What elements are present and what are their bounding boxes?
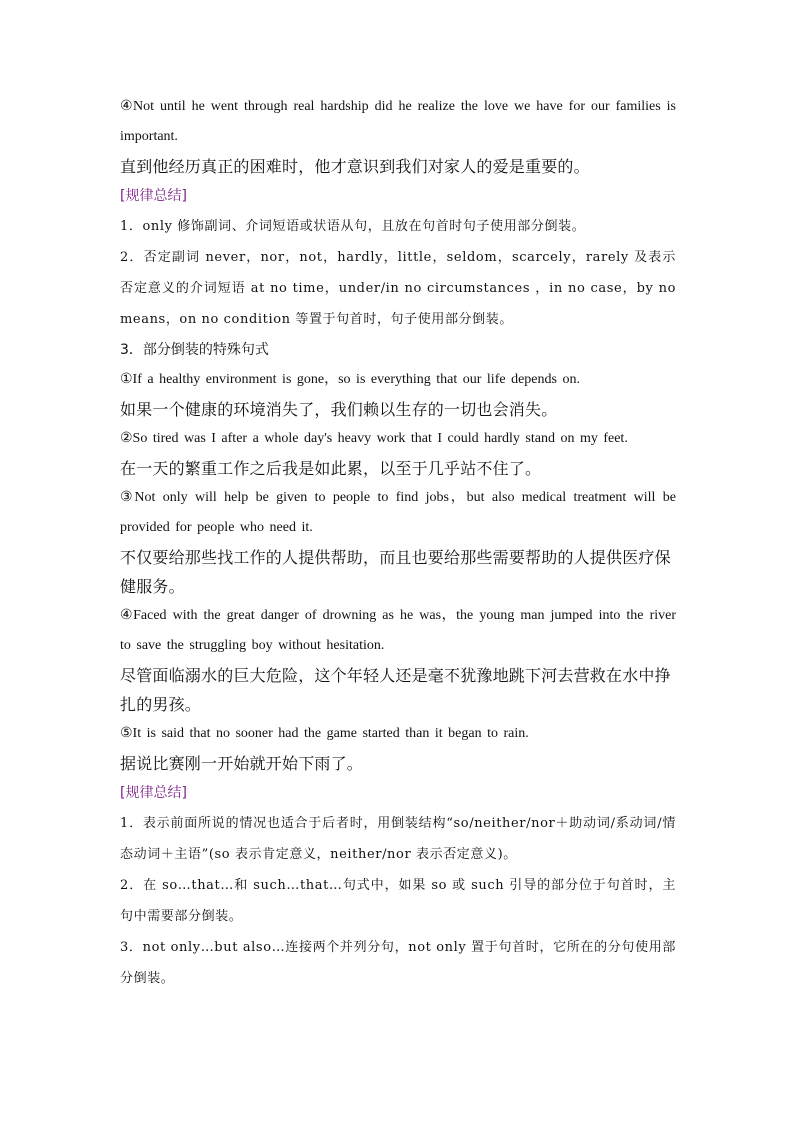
rule-item: 1．表示前面所说的情况也适合于后者时，用倒装结构“so/neither/nor＋助动词/系动词/情态动词＋主语”(so 表示肯定意义，neither/nor 表示否定意义)。: [120, 816, 676, 862]
example-translation-zh: 在一天的繁重工作之后我是如此累，以至于几乎站不住了。: [120, 459, 542, 478]
section-heading: 3．部分倒装的特殊句式: [120, 342, 269, 358]
example-sentence-en: ⑤It is said that no sooner had the game started than it began to rain.: [120, 726, 529, 741]
rule-item: 2．否定副词 never，nor，not，hardly，little，seldom，scarcely，rarely 及表示否定意义的介词短语 at no time，under/in no circumstances ，in no case，by no means，on no condition 等置于句首时，句子使用部分倒装。: [120, 250, 676, 327]
example-translation-zh: 直到他经历真正的困难时，他才意识到我们对家人的爱是重要的。: [120, 157, 590, 176]
example-sentence-en: ③Not only will help be given to people to find jobs，but also medical treatment will be provided for people who need it.: [120, 490, 676, 535]
example-sentence-en: ④Faced with the great danger of drowning as he was，the young man jumped into the river to save the struggling boy without hesitation.: [120, 608, 676, 653]
rule-item: 3．not only…but also…连接两个并列分句，not only 置于句首时，它所在的分句使用部分倒装。: [120, 940, 676, 986]
example-sentence-en: ②So tired was I after a whole day's heavy work that I could hardly stand on my feet.: [120, 431, 628, 446]
document-page: [120, 92, 676, 994]
example-sentence-en: ①If a healthy environment is gone，so is everything that our life depends on.: [120, 372, 580, 387]
rule-item: 2．在 so…that…和 such…that…句式中，如果 so 或 such 引导的部分位于句首时，主句中需要部分倒装。: [120, 878, 676, 924]
rule-summary-title: [规律总结]: [120, 785, 187, 801]
rule-summary-title: [规律总结]: [120, 188, 187, 204]
rule-item: 1．only 修饰副词、介词短语或状语从句，且放在句首时句子使用部分倒装。: [120, 219, 586, 234]
example-translation-zh: 尽管面临溺水的巨大危险，这个年轻人还是毫不犹豫地跳下河去营救在水中挣扎的男孩。: [120, 666, 671, 714]
example-translation-zh: 不仅要给那些找工作的人提供帮助，而且也要给那些需要帮助的人提供医疗保健服务。: [120, 548, 671, 596]
example-sentence-en: ④Not until he went through real hardship did he realize the love we have for our families is important.: [120, 99, 676, 144]
example-translation-zh: 据说比赛刚一开始就开始下雨了。: [120, 754, 364, 773]
example-translation-zh: 如果一个健康的环境消失了，我们赖以生存的一切也会消失。: [120, 400, 558, 419]
